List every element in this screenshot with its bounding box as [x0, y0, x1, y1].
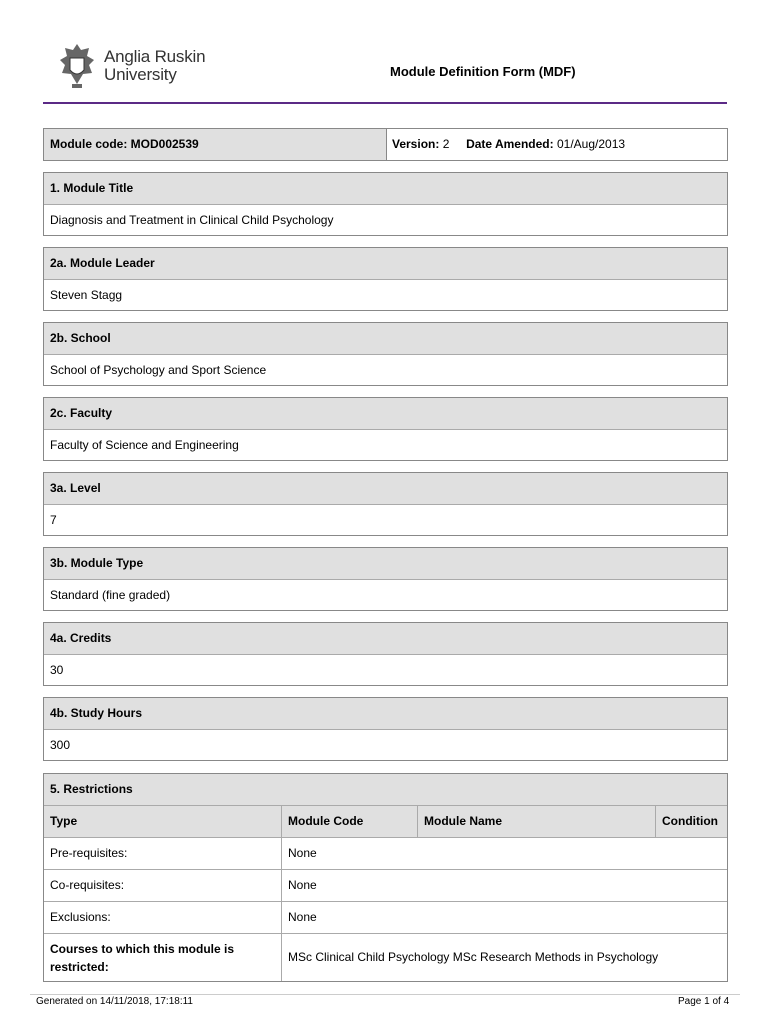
section-value: Diagnosis and Treatment in Clinical Child Psychology — [50, 213, 334, 227]
table-row — [44, 838, 727, 870]
module-code-cell — [44, 129, 387, 160]
restriction-value: MSc Clinical Child Psychology MSc Research Methods in Psychology — [288, 950, 659, 964]
generated-timestamp: Generated on 14/11/2018, 17:18:11 — [36, 996, 193, 1007]
section-heading: 1. Module Title — [50, 181, 134, 195]
section-credits — [43, 622, 728, 686]
column-header-module-code: Module Code — [288, 814, 364, 828]
section-value: 30 — [50, 663, 64, 677]
section-heading: 3b. Module Type — [50, 556, 144, 570]
restriction-type-cell — [44, 870, 282, 901]
section-heading: 2c. Faculty — [50, 406, 113, 420]
university-crest-icon — [56, 40, 98, 90]
university-name-line1: Anglia Ruskin — [104, 47, 206, 66]
column-header-module-name: Module Name — [424, 814, 503, 828]
column-header-condition: Condition — [662, 814, 718, 828]
restriction-value: None — [288, 846, 317, 860]
section-school — [43, 322, 728, 386]
section-value: School of Psychology and Sport Science — [50, 363, 267, 377]
section-module-type — [43, 547, 728, 611]
version-label: Version: — [392, 137, 440, 151]
restriction-type: Exclusions: — [50, 910, 111, 924]
restriction-type-cell — [44, 838, 282, 869]
section-heading: 2a. Module Leader — [50, 256, 155, 270]
restriction-type: Pre-requisites: — [50, 846, 128, 860]
column-header — [44, 806, 282, 837]
version-date-cell — [392, 137, 625, 151]
section-heading: 3a. Level — [50, 481, 101, 495]
restriction-value: None — [288, 910, 317, 924]
section-level — [43, 472, 728, 536]
restriction-value: None — [288, 878, 317, 892]
footer-divider — [30, 994, 740, 995]
page-number: Page 1 of 4 — [678, 996, 730, 1007]
section-study-hours — [43, 697, 728, 761]
restriction-value-cell — [282, 870, 727, 901]
column-header — [656, 806, 727, 837]
university-name — [104, 48, 205, 84]
university-logo — [56, 40, 216, 90]
section-value: 300 — [50, 738, 71, 752]
section-restrictions — [43, 773, 728, 982]
restrictions-header-row — [44, 806, 727, 838]
version-value: 2 — [442, 137, 450, 151]
section-heading: 4b. Study Hours — [50, 706, 143, 720]
document-title: Module Definition Form (MDF) — [390, 64, 576, 79]
section-value: 7 — [50, 513, 57, 527]
section-heading: 2b. School — [50, 331, 111, 345]
header-divider — [43, 102, 727, 104]
column-header-type: Type — [50, 814, 78, 828]
section-heading: 4a. Credits — [50, 631, 112, 645]
section-module-leader — [43, 247, 728, 311]
restriction-type-cell — [44, 902, 282, 933]
date-amended-value: 01/Aug/2013 — [556, 137, 626, 151]
column-header — [418, 806, 656, 837]
module-header-box — [43, 128, 728, 161]
restriction-value-cell — [282, 934, 727, 981]
section-value: Steven Stagg — [50, 288, 123, 302]
restriction-value-cell — [282, 838, 727, 869]
section-faculty — [43, 397, 728, 461]
restrictions-heading: 5. Restrictions — [50, 782, 133, 796]
table-row — [44, 934, 727, 981]
section-value: Faculty of Science and Engineering — [50, 438, 239, 452]
section-value: Standard (fine graded) — [50, 588, 171, 602]
restriction-type: Courses to which this module is restricted: — [50, 942, 235, 974]
university-name-line2: University — [104, 65, 177, 84]
restriction-type-cell — [44, 934, 282, 981]
module-code: Module code: MOD002539 — [50, 137, 199, 151]
restriction-type: Co-requisites: — [50, 878, 125, 892]
section-module-title — [43, 172, 728, 236]
date-amended-label: Date Amended: — [466, 137, 554, 151]
restriction-value-cell — [282, 902, 727, 933]
table-row — [44, 870, 727, 902]
table-row — [44, 902, 727, 934]
column-header — [282, 806, 418, 837]
